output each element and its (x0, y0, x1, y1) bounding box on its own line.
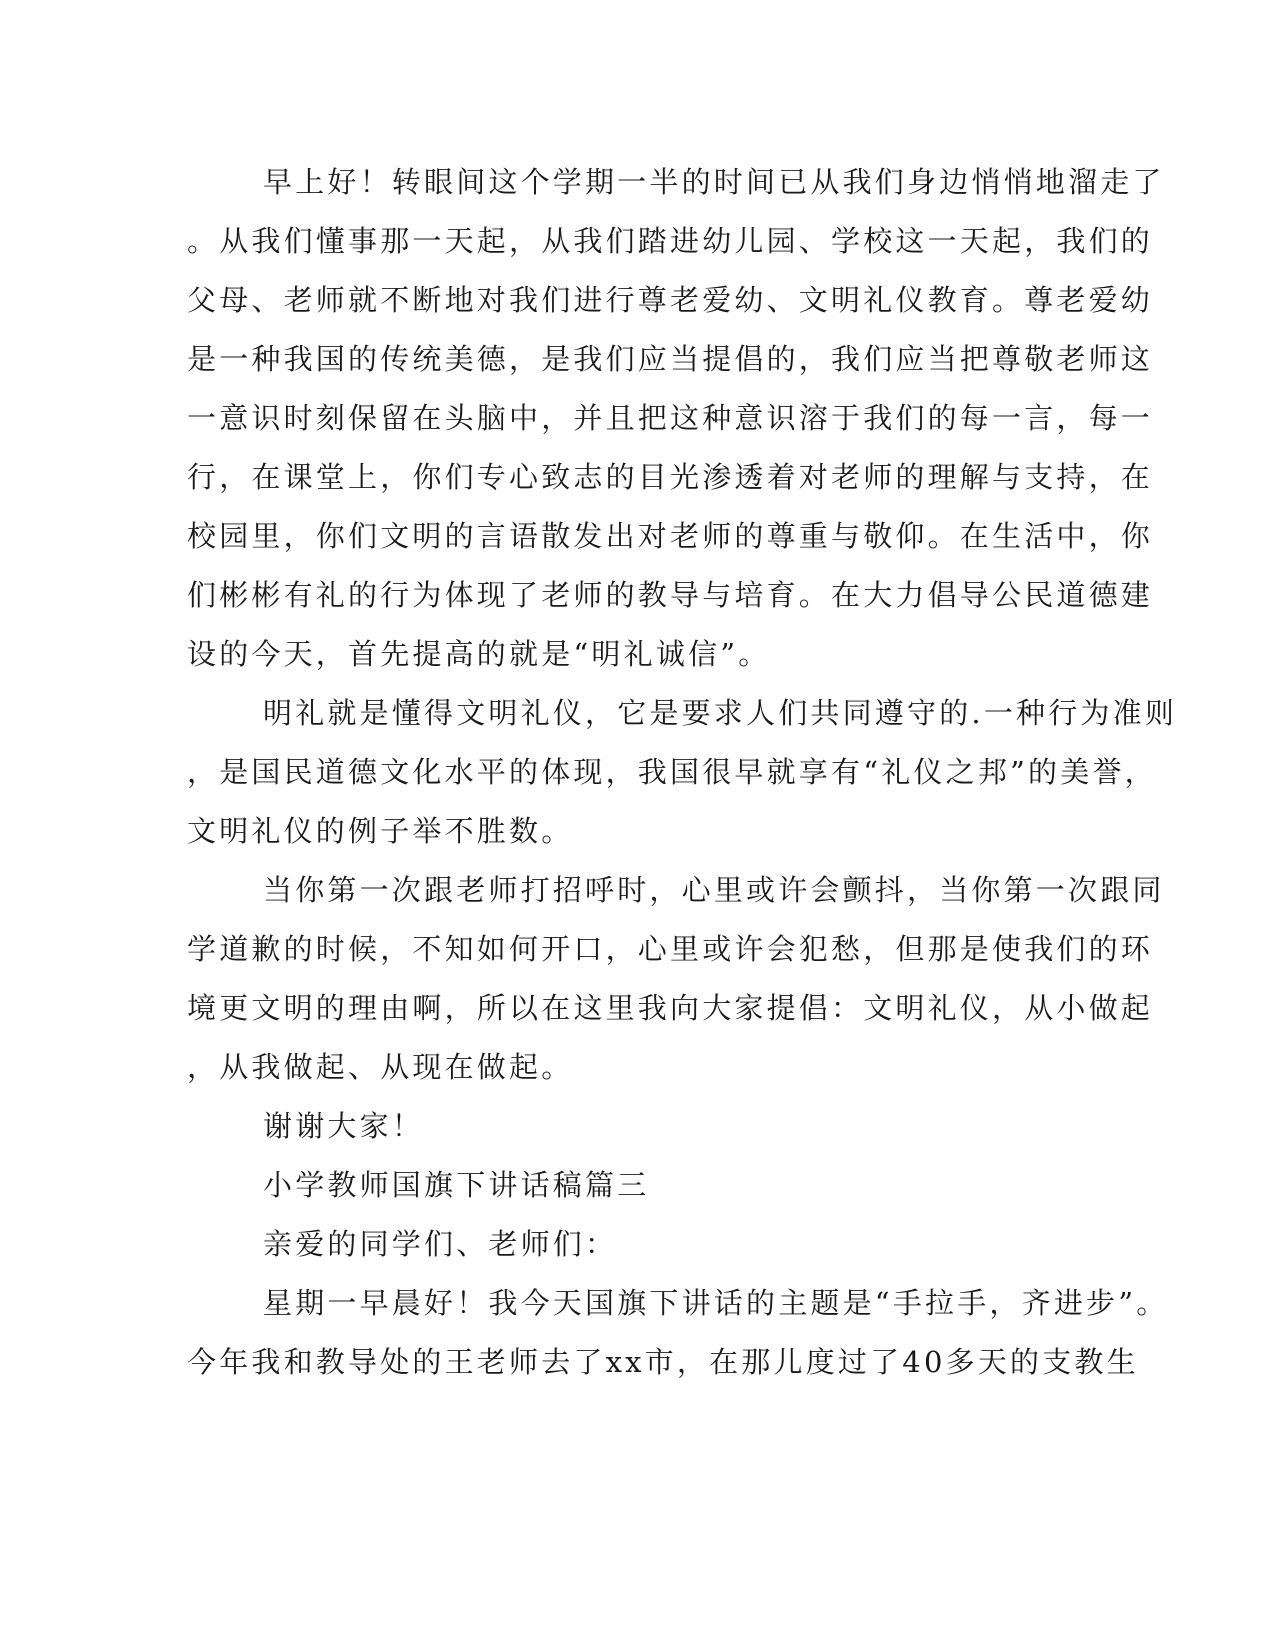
paragraph-start: 早上好！转眼间这个学期一半的时间已从我们身边悄悄地溜走了 (263, 165, 1165, 199)
paragraph-line: 父母、老师就不断地对我们进行尊老爱幼、文明礼仪教育。尊老爱幼 (187, 283, 1154, 317)
paragraph-line: ，从我做起、从现在做起。 (187, 1050, 574, 1084)
paragraph-line: 们彬彬有礼的行为体现了老师的教导与培育。在大力倡导公民道德建 (187, 578, 1154, 612)
text-line (0, 1046, 1275, 1088)
text-line (0, 1341, 1275, 1383)
text-line (0, 1223, 1275, 1265)
section-heading: 小学教师国旗下讲话稿篇三 (263, 1168, 650, 1202)
paragraph-line: 一意识时刻保留在头脑中，并且把这种意识溶于我们的每一言，每一 (187, 401, 1154, 435)
text-line (0, 515, 1275, 557)
text-line (0, 987, 1275, 1029)
paragraph-line: 设的今天，首先提高的就是“明礼诚信”。 (187, 637, 771, 671)
paragraph-line: 境更文明的理由啊，所以在这里我向大家提倡：文明礼仪，从小做起 (187, 991, 1154, 1025)
text-line (0, 397, 1275, 439)
text-line (0, 869, 1275, 911)
paragraph-line: 今年我和教导处的王老师去了xx市，在那儿度过了40多天的支教生 (187, 1345, 1139, 1379)
paragraph-start: 星期一早晨好！我今天国旗下讲话的主题是“手拉手，齐进步”。 (263, 1286, 1169, 1320)
paragraph-line: 是一种我国的传统美德，是我们应当提倡的，我们应当把尊敬老师这 (187, 342, 1154, 376)
paragraph-line: 文明礼仪的例子举不胜数。 (187, 814, 574, 848)
paragraph-line: 学道歉的时候，不知如何开口，心里或许会犯愁，但那是使我们的环 (187, 932, 1154, 966)
text-line (0, 279, 1275, 321)
text-line (0, 338, 1275, 380)
text-line (0, 1282, 1275, 1324)
paragraph-line: 行，在课堂上，你们专心致志的目光渗透着对老师的理解与支持，在 (187, 460, 1154, 494)
text-line (0, 574, 1275, 616)
paragraph-line: 。从我们懂事那一天起，从我们踏进幼儿园、学校这一天起，我们的 (187, 224, 1154, 258)
text-line (0, 633, 1275, 675)
paragraph-line: ，是国民道德文化水平的体现，我国很早就享有“礼仪之邦”的美誉， (187, 755, 1157, 789)
text-line (0, 161, 1275, 203)
salutation: 亲爱的同学们、老师们： (263, 1227, 618, 1261)
text-line (0, 456, 1275, 498)
text-line (0, 810, 1275, 852)
paragraph-start: 当你第一次跟老师打招呼时，心里或许会颤抖，当你第一次跟同 (263, 873, 1165, 907)
text-line (0, 220, 1275, 262)
text-line (0, 1105, 1275, 1147)
paragraph-line: 校园里，你们文明的言语散发出对老师的尊重与敬仰。在生活中，你 (187, 519, 1154, 553)
text-line (0, 928, 1275, 970)
text-line (0, 1164, 1275, 1206)
text-line (0, 692, 1275, 734)
closing-line: 谢谢大家！ (263, 1109, 425, 1143)
paragraph-start: 明礼就是懂得文明礼仪，它是要求人们共同遵守的.一种行为准则 (263, 696, 1178, 730)
text-line (0, 751, 1275, 793)
